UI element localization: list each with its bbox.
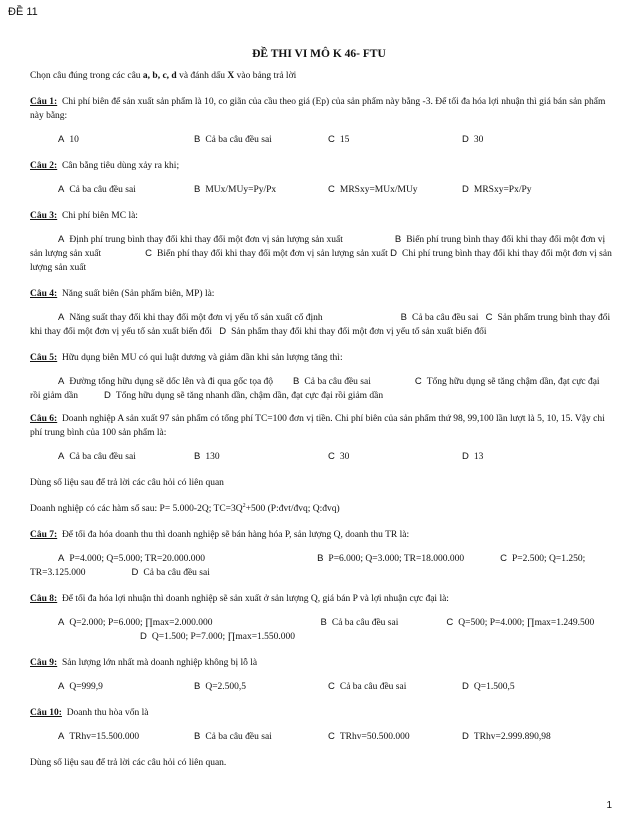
option-letter: A: [58, 731, 65, 742]
option-a[interactable]: [58, 618, 213, 628]
instruction-after: vào bảng trả lời: [234, 71, 297, 81]
options-row: [30, 183, 612, 197]
question-3: [30, 209, 612, 223]
option-text: Q=2.000; P=6.000; ∏max=2.000.000: [69, 618, 213, 628]
option-letter: B: [194, 184, 201, 195]
question-1: [30, 95, 612, 123]
question-label: Câu 2:: [30, 161, 58, 171]
options-row: [30, 450, 612, 464]
option-letter: C: [328, 451, 335, 462]
option-text: TRhv=2.999.890,98: [473, 732, 551, 742]
option-text: MRSxy=Px/Py: [473, 185, 532, 195]
option-text: Cả ba câu đều sai: [339, 682, 407, 692]
option-text: Cả ba câu đều sai: [69, 452, 136, 462]
question-label: Câu 5:: [30, 353, 58, 363]
firm-functions-text: Doanh nghiệp có các hàm số sau: P= 5.000-2Q; TC=3Q: [30, 504, 243, 514]
option-letter: D: [140, 631, 147, 642]
option-c[interactable]: [145, 249, 388, 259]
options-flow: [30, 311, 612, 339]
options-row: [30, 730, 612, 744]
question-label: Câu 9:: [30, 658, 58, 668]
option-letter: A: [58, 553, 65, 564]
exam-title: ĐỀ THI VI MÔ K 46- FTU: [252, 48, 386, 60]
option-c[interactable]: [328, 680, 462, 694]
options-flow: [30, 616, 612, 644]
option-letter: B: [194, 134, 201, 145]
option-letter: A: [58, 617, 65, 628]
option-letter: D: [462, 184, 469, 195]
option-letter: D: [462, 681, 469, 692]
option-b[interactable]: [194, 133, 328, 147]
data-intro: Dùng số liệu sau để trả lời các câu hỏi có liên quan: [30, 478, 224, 488]
question-6: [30, 412, 612, 440]
option-a[interactable]: [58, 554, 205, 564]
question-label: Câu 3:: [30, 211, 58, 221]
option-letter: C: [328, 184, 335, 195]
option-a[interactable]: [58, 313, 323, 323]
options-row: [30, 680, 612, 694]
option-letter: A: [58, 681, 65, 692]
option-b[interactable]: [194, 730, 328, 744]
option-letter: C: [328, 134, 335, 145]
option-text: P=6.000; Q=3.000; TR=18.000.000: [328, 554, 465, 564]
option-text: Tổng hữu dụng sẽ tăng nhanh dần, chậm dần, đạt cực đại rồi giảm dần: [115, 391, 384, 401]
option-d[interactable]: [140, 632, 295, 642]
option-text: Biến phí thay đổi khi thay đổi một đơn vị sản lượng sản xuất: [157, 249, 388, 259]
question-text: Sản lượng lớn nhất mà doanh nghiệp không bị lỗ là: [61, 658, 258, 668]
option-text: P=2.500; Q=1.250; TR=3.125.000: [30, 554, 586, 578]
option-letter: C: [485, 312, 493, 323]
option-letter: A: [58, 184, 65, 195]
option-letter: D: [131, 567, 139, 578]
option-text: Q=999,9: [69, 682, 103, 692]
option-a[interactable]: [58, 133, 194, 147]
question-10: [30, 706, 612, 720]
option-b[interactable]: [194, 183, 328, 197]
question-label: Câu 6:: [30, 414, 58, 424]
option-letter: D: [462, 731, 469, 742]
option-text: Biến phí trung bình thay đổi khi thay đổi một đơn vị sản lượng sản xuất: [30, 235, 606, 259]
option-d[interactable]: [219, 327, 486, 337]
option-letter: B: [194, 681, 201, 692]
exam-body: [30, 69, 612, 770]
option-d[interactable]: [104, 391, 383, 401]
option-text: Sản phẩm thay đổi khi thay đổi một đơn vị yếu tố sản xuất biến đổi: [231, 327, 487, 337]
option-a[interactable]: [58, 730, 194, 744]
option-letter: C: [446, 617, 454, 628]
options-flow: [30, 552, 612, 580]
option-text: Tổng hữu dụng sẽ tăng chậm dần, đạt cực đại rồi giảm dần: [30, 377, 600, 401]
option-b[interactable]: [321, 618, 399, 628]
option-text: Q=1.500; P=7.000; ∏max=1.550.000: [151, 632, 296, 642]
option-d[interactable]: [462, 680, 596, 694]
option-letter: B: [194, 451, 201, 462]
question-text: Năng suất biên (Sản phẩm biên, MP) là:: [61, 289, 215, 299]
question-8: [30, 592, 612, 606]
firm-functions: [30, 502, 612, 516]
option-c[interactable]: [328, 730, 462, 744]
option-text: 30: [473, 135, 484, 145]
option-text: Cả ba câu đều sai: [143, 568, 210, 578]
page-number: 1: [606, 800, 612, 811]
option-c[interactable]: [328, 450, 462, 464]
data-intro: Dùng số liệu sau để trả lời các câu hỏi có liên quan.: [30, 758, 227, 768]
option-a[interactable]: [58, 235, 343, 245]
question-label: Câu 4:: [30, 289, 58, 299]
question-text: Để tối đa hóa doanh thu thì doanh nghiệp sẽ bán hàng hóa P, sản lượng Q, doanh thu TR là:: [61, 530, 410, 540]
option-text: P=4.000; Q=5.000; TR=20.000.000: [69, 554, 206, 564]
question-label: Câu 1:: [30, 97, 58, 107]
question-text: Doanh thu hòa vốn là: [66, 708, 149, 718]
option-letter: D: [219, 326, 227, 337]
option-text: Cả ba câu đều sai: [69, 185, 136, 195]
option-text: 13: [473, 452, 484, 462]
option-letter: A: [58, 134, 65, 145]
option-text: Định phí trung bình thay đổi khi thay đổi một đơn vị sản lượng sản xuất: [69, 235, 343, 245]
option-letter: B: [293, 376, 300, 387]
option-b[interactable]: [401, 313, 479, 323]
options-flow: [30, 375, 612, 403]
option-letter: C: [500, 553, 507, 564]
option-b[interactable]: [293, 377, 371, 387]
instruction-x: X: [227, 71, 235, 81]
option-letter: C: [328, 681, 335, 692]
option-text: 10: [69, 135, 79, 145]
firm-functions-tail: +500 (P:đvt/đvq; Q:đvq): [245, 504, 340, 514]
option-b[interactable]: [317, 554, 464, 564]
question-text: Chi phí biên MC là:: [61, 211, 138, 221]
option-d[interactable]: [462, 450, 596, 464]
option-c[interactable]: [328, 183, 462, 197]
option-text: 30: [339, 452, 350, 462]
option-d[interactable]: [462, 730, 596, 744]
option-a[interactable]: [58, 183, 194, 197]
option-a[interactable]: [58, 450, 194, 464]
option-text: Cả ba câu đều sai: [205, 135, 272, 145]
instruction-bold: a, b, c, d: [142, 71, 177, 81]
question-label: Câu 7:: [30, 530, 58, 540]
option-letter: C: [414, 376, 422, 387]
question-text: Chi phí biên để sản xuất sản phẩm là 10, co giãn của cầu theo giá (Ep) của sản phẩm này bằng -3. Để tối đa hóa lợi nhuận thì giá bán sản phẩm này bằng:: [30, 97, 606, 121]
option-c[interactable]: [328, 133, 462, 147]
option-text: MUx/MUy=Py/Px: [205, 185, 277, 195]
option-text: Q=1.500,5: [473, 682, 515, 692]
option-letter: D: [104, 390, 111, 401]
option-letter: A: [58, 451, 65, 462]
option-text: Chi phí trung bình thay đổi khi thay đổi một đơn vị sản lượng sản xuất: [30, 249, 612, 273]
option-text: Sản phẩm trung bình thay đổi khi thay đổi một đơn vị yếu tố sản xuất biến đổi: [30, 313, 611, 337]
question-text: Hữu dụng biên MU có qui luật dương và giảm dần khi sản lượng tăng thì:: [61, 353, 343, 363]
option-letter: A: [58, 234, 65, 245]
option-d[interactable]: [462, 183, 596, 197]
option-letter: B: [317, 553, 324, 564]
option-letter: D: [462, 451, 469, 462]
question-text: Để tối đa hóa lợi nhuận thì doanh nghiệp sẽ sản xuất ở sản lượng Q, giá bán P và lợi nhuận cực đại là:: [61, 594, 449, 604]
exam-code: ĐỀ 11: [8, 6, 38, 18]
option-d[interactable]: [132, 568, 210, 578]
option-text: MRSxy=MUx/MUy: [339, 185, 418, 195]
instruction-middle: và đánh dấu: [176, 71, 228, 81]
option-b[interactable]: [194, 450, 328, 464]
option-text: Cả ba câu đều sai: [205, 732, 272, 742]
options-row: [30, 133, 612, 147]
option-text: Cả ba câu đều sai: [304, 377, 371, 387]
option-text: Cả ba câu đều sai: [412, 313, 479, 323]
option-b[interactable]: [194, 680, 328, 694]
question-7: [30, 528, 612, 542]
question-5: [30, 351, 612, 365]
option-text: 15: [339, 135, 350, 145]
option-letter: B: [394, 234, 402, 245]
instruction: [30, 69, 612, 83]
option-c[interactable]: [446, 618, 594, 628]
instruction-before: Chọn câu đúng trong các câu: [30, 71, 143, 81]
exponent: 2: [242, 502, 246, 509]
option-text: TRhv=15.500.000: [69, 732, 140, 742]
option-text: 130: [205, 452, 220, 462]
question-text: Doanh nghiệp A sản xuất 97 sản phẩm có tổng phí TC=100 đơn vị tiền. Chi phí biên của sản phẩm thứ 98, 99,100 lần lượt là 5, 10, 15. Vậy chi phí trung bình của 100 sản phẩm là:: [30, 414, 605, 438]
question-label: Câu 10:: [30, 708, 62, 718]
option-text: Cả ba câu đều sai: [331, 618, 399, 628]
option-text: TRhv=50.500.000: [339, 732, 410, 742]
option-text: Q=2.500,5: [205, 682, 247, 692]
option-d[interactable]: [462, 133, 596, 147]
option-letter: B: [320, 617, 327, 628]
option-letter: D: [390, 248, 398, 259]
question-2: [30, 159, 612, 173]
option-text: Đường tổng hữu dụng sẽ dốc lên và đi qua gốc tọa độ: [69, 377, 274, 387]
option-letter: C: [145, 248, 152, 259]
option-letter: B: [194, 731, 201, 742]
option-letter: D: [462, 134, 469, 145]
option-letter: A: [58, 312, 65, 323]
option-a[interactable]: [58, 680, 194, 694]
option-letter: B: [400, 312, 407, 323]
option-a[interactable]: [58, 377, 273, 387]
question-9: [30, 656, 612, 670]
question-label: Câu 8:: [30, 594, 58, 604]
option-letter: C: [328, 731, 335, 742]
question-4: [30, 287, 612, 301]
options-flow: [30, 233, 612, 275]
question-text: Cân bằng tiêu dùng xảy ra khi;: [61, 161, 180, 171]
option-text: Năng suất thay đổi khi thay đổi một đơn vị yếu tố sản xuất cố định: [69, 313, 323, 323]
option-letter: A: [58, 376, 65, 387]
option-text: Q=500; P=4.000; ∏max=1.249.500: [458, 618, 595, 628]
